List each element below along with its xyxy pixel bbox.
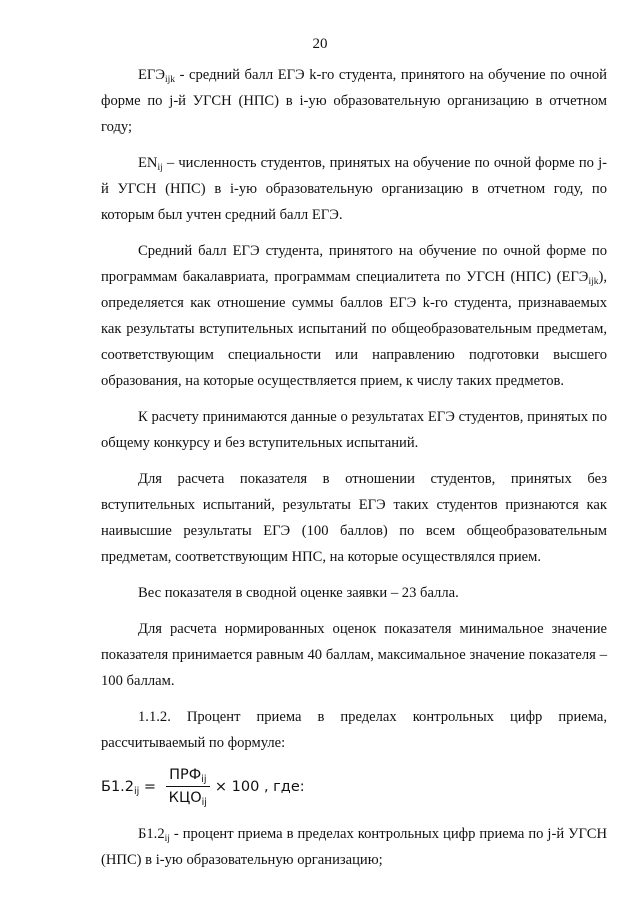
fraction-denominator: $КЦО_{ij}$ bbox=[168, 790, 207, 808]
definition-b1-2-ij: $Б1.2_{ij}$ - процент приема в пределах контрольных цифр приема по j-й УГСН (НПС) в i-ую образовательную организацию; bbox=[101, 826, 607, 868]
formula-fraction bbox=[166, 766, 210, 807]
document-body bbox=[101, 62, 607, 883]
section-heading-1-1-2: 1.1.2. Процент приема в пределах контрольных цифр приема, рассчитываемый по формуле: bbox=[101, 709, 607, 751]
formula-b1-2: $Б1.2_{ij}$ = $\frac{ПРФ_{ij}}{КЦО_{ij}}$ × 100 , где: bbox=[101, 767, 305, 808]
paragraph-no-exams: Для расчета показателя в отношении студентов, принятых без вступительных испытаний, результаты ЕГЭ таких студентов признаются как наивысшие результаты ЕГЭ (100 баллов) по всем общеобразовательным предметам, соответствующим НПС, на которые осуществлялся прием. bbox=[101, 471, 607, 565]
page-number: 20 bbox=[312, 36, 328, 52]
definition-ege-ijk: $ЕГЭ_{ijk}$ - средний балл ЕГЭ k-го студента, принятого на обучение по очной форме по j-й УГСН (НПС) в i-ую образовательную организацию в отчетном году; bbox=[101, 67, 607, 135]
paragraph-weight: Вес показателя в сводной оценке заявки – 23 балла. bbox=[138, 585, 459, 601]
paragraph-normalization: Для расчета нормированных оценок показателя минимальное значение показателя принимается равным 40 баллам, максимальное значение показателя – 100 баллам. bbox=[101, 621, 607, 689]
definition-en-ij: $EN_{ij}$ – численность студентов, принятых на обучение по очной форме по j-й УГСН (НПС) в i-ую образовательную организацию в отчетном году, по которым был учтен средний балл ЕГЭ. bbox=[101, 155, 607, 223]
fraction-numerator: $ПРФ_{ij}$ bbox=[166, 766, 209, 787]
paragraph-data-sources: К расчету принимаются данные о результатах ЕГЭ студентов, принятых по общему конкурсу и без вступительных испытаний. bbox=[101, 409, 607, 451]
paragraph-average-score: Средний балл ЕГЭ студента, принятого на обучение по очной форме по программам бакалавриата, программам специалитета по УГСН (НПС) $(ЕГЭ_{ijk})$, определяется как отношение суммы баллов ЕГЭ k-го студента, признаваемых как результаты вступительных испытаний по общеобразовательным предметам, соответствующим специальности или направлению подготовки высшего образования, на которые осуществляется прием, к числу таких предметов. bbox=[101, 243, 607, 389]
